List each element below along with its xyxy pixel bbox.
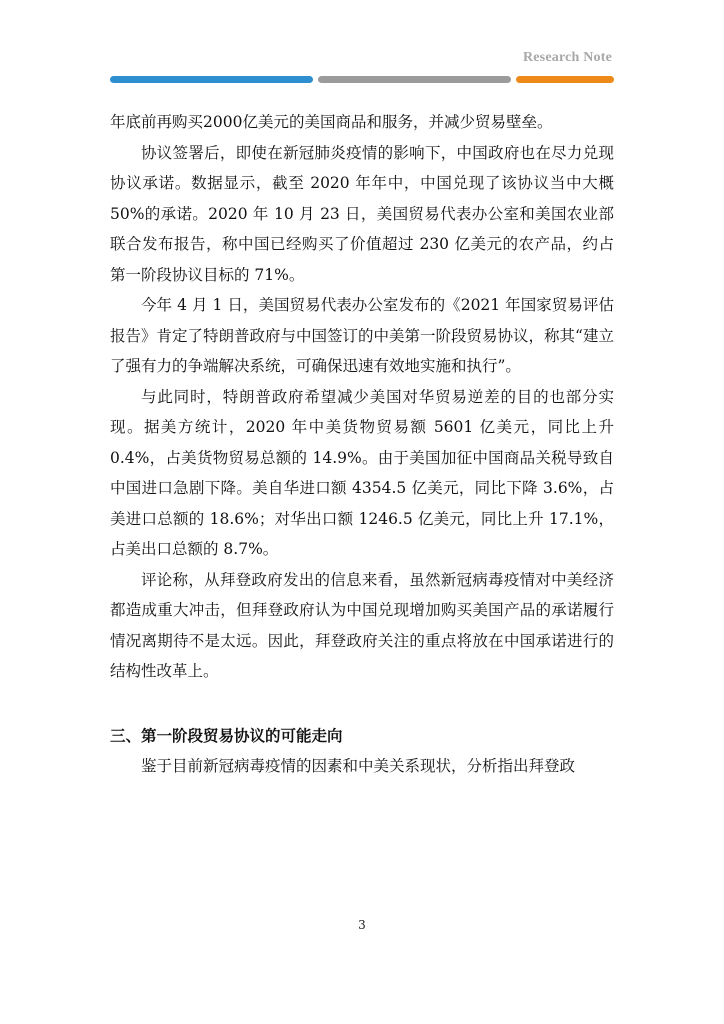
header-bar-blue bbox=[110, 76, 313, 83]
body-paragraph: 协议签署后，即使在新冠肺炎疫情的影响下，中国政府也在尽力兑现协议承诺。数据显示，截至 2020 年年中，中国兑现了该协议当中大概 50%的承诺。2020 年 10 月 23 日，美国贸易代表办公室和美国农业部联合发布报告，称中国已经购买了价值超过 230 亿美元的农产品，约占第一阶段协议目标的 71%。 bbox=[110, 143, 614, 284]
section-heading: 三、第一阶段贸易协议的可能走向 bbox=[110, 726, 343, 745]
document-body bbox=[110, 107, 614, 782]
body-paragraph: 与此同时，特朗普政府希望减少美国对华贸易逆差的目的也部分实现。据美方统计，2020 年中美货物贸易额 5601 亿美元，同比上升 0.4%，占美货物贸易总额的 14.9%。由于美国加征中国商品关税导致自中国进口急剧下降。美自华进口额 4354.5 亿美元，同比下降 3.6%，占美进口总额的 18.6%；对华出口额 1246.5 亿美元，同比上升 17.1%，占美出口总额的 8.7%。 bbox=[110, 387, 614, 558]
body-paragraph: 评论称，从拜登政府发出的信息来看，虽然新冠病毒疫情对中美经济都造成重大冲击，但拜登政府认为中国兑现增加购买美国产品的承诺履行情况离期待不是太远。因此，拜登政府关注的重点将放在中国承诺进行的结构性改革上。 bbox=[110, 570, 614, 680]
header-bar-gray bbox=[318, 76, 511, 83]
header-label: Research Note bbox=[522, 50, 612, 65]
header-bar-orange bbox=[516, 76, 614, 83]
body-paragraph: 鉴于目前新冠病毒疫情的因素和中美关系现状，分析指出拜登政 bbox=[141, 757, 576, 775]
header-color-bars bbox=[110, 76, 614, 83]
body-paragraph: 今年 4 月 1 日，美国贸易代表办公室发布的《2021 年国家贸易评估报告》肯定了特朗普政府与中国签订的中美第一阶段贸易协议，称其“建立了强有力的争端解决系统，可确保迅速有效地实施和执行”。 bbox=[110, 296, 614, 375]
body-paragraph: 年底前再购买2000亿美元的美国商品和服务，并减少贸易壁垒。 bbox=[110, 113, 553, 131]
page-number: 3 bbox=[358, 918, 366, 932]
